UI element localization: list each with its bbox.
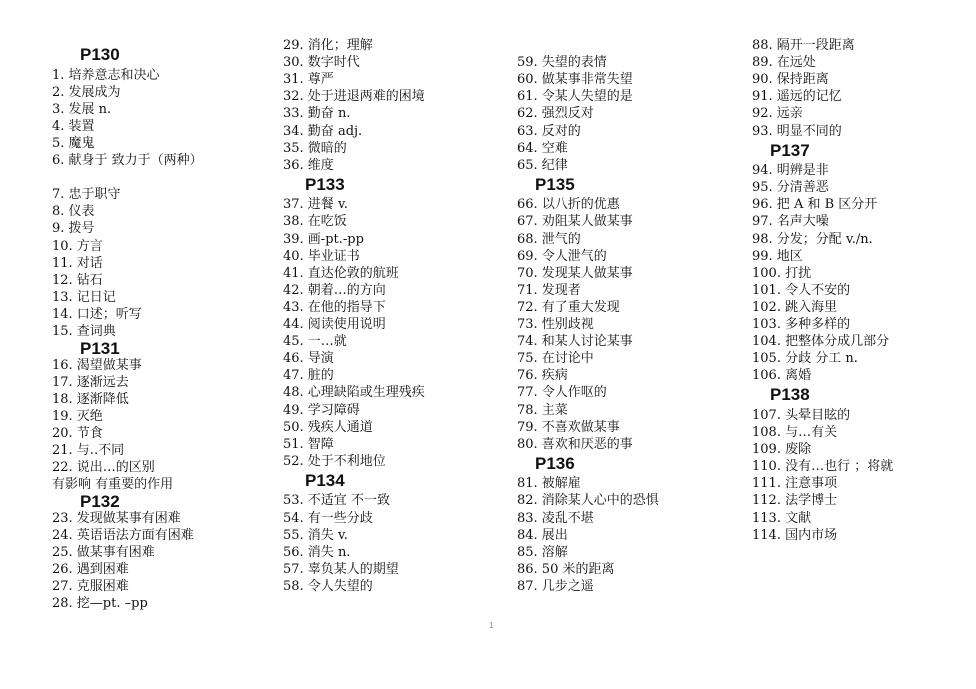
vocab-item: 4. 装置 bbox=[52, 118, 95, 134]
section-heading: P137 bbox=[770, 140, 810, 160]
vocab-item: 19. 灭绝 bbox=[52, 408, 103, 424]
vocab-item: 62. 强烈反对 bbox=[517, 106, 594, 122]
vocab-item: 16. 渴望做某事 bbox=[52, 357, 142, 373]
vocab-item: 36. 维度 bbox=[283, 157, 334, 173]
vocab-item: 24. 英语语法方面有困难 bbox=[52, 528, 194, 543]
vocab-item: 29. 消化；理解 bbox=[283, 38, 373, 53]
vocab-item: 63. 反对的 bbox=[517, 123, 581, 139]
vocab-item: 90. 保持距离 bbox=[752, 72, 829, 88]
vocab-item: 71. 发现者 bbox=[517, 282, 581, 298]
vocab-item: 69. 令人泄气的 bbox=[517, 248, 607, 264]
vocab-item: 43. 在他的指导下 bbox=[283, 299, 386, 315]
vocab-item: 86. 50 米的距离 bbox=[517, 561, 615, 577]
vocab-item: 7. 忠于职守 bbox=[52, 187, 121, 203]
vocab-item: 89. 在远处 bbox=[752, 55, 816, 71]
vocab-item: 12. 钻石 bbox=[52, 272, 103, 288]
vocab-item: 72. 有了重大发现 bbox=[517, 299, 620, 315]
page-number: 1 bbox=[489, 621, 494, 630]
vocab-item: 93. 明显不同的 bbox=[752, 123, 842, 139]
vocab-item: 2. 发展成为 bbox=[52, 84, 121, 100]
vocab-item: 20. 节食 bbox=[52, 426, 103, 441]
vocab-item: 103. 多种多样的 bbox=[752, 317, 851, 332]
section-heading: P131 bbox=[80, 339, 120, 359]
vocab-item: 79. 不喜欢做某事 bbox=[517, 419, 620, 435]
vocab-item: 112. 法学博士 bbox=[752, 493, 838, 509]
vocab-item: 81. 被解雇 bbox=[517, 476, 581, 492]
section-heading: P135 bbox=[535, 174, 575, 194]
vocab-item: 75. 在讨论中 bbox=[517, 351, 594, 367]
vocab-item: 14. 口述；听写 bbox=[52, 306, 142, 322]
vocab-item: 107. 头晕目眩的 bbox=[752, 407, 851, 423]
vocab-item: 56. 消失 n. bbox=[283, 544, 351, 560]
vocab-item: 28. 挖—pt. –pp bbox=[52, 596, 148, 612]
vocab-item: 60. 做某事非常失望 bbox=[517, 72, 633, 88]
vocab-item: 53. 不适宜 不一致 bbox=[283, 493, 390, 509]
vocab-item: 102. 跳入海里 bbox=[752, 299, 838, 315]
vocab-item: 30. 数字时代 bbox=[283, 55, 360, 71]
vocab-item: 31. 尊严 bbox=[283, 72, 334, 88]
section-heading: P138 bbox=[770, 385, 810, 405]
vocab-item: 47. 脏的 bbox=[283, 368, 334, 384]
vocab-item: 108. 与…有关 bbox=[752, 425, 838, 440]
vocab-item: 58. 令人失望的 bbox=[283, 578, 373, 594]
vocab-item: 3. 发展 n. bbox=[52, 101, 112, 117]
vocab-item: 50. 残疾人通道 bbox=[283, 419, 373, 435]
vocab-item: 76. 疾病 bbox=[517, 368, 568, 384]
vocab-item: 27. 克服困难 bbox=[52, 579, 129, 595]
vocab-item: 48. 心理缺陷或生理残疾 bbox=[283, 385, 425, 401]
vocab-item: 有影响 有重要的作用 bbox=[52, 477, 174, 493]
section-heading: P132 bbox=[80, 492, 120, 512]
vocab-item: 13. 记日记 bbox=[52, 289, 116, 305]
vocab-item: 37. 进餐 v. bbox=[283, 197, 348, 213]
section-heading: P133 bbox=[305, 174, 345, 194]
vocab-item: 85. 溶解 bbox=[517, 544, 568, 560]
vocab-item: 46. 导演 bbox=[283, 351, 334, 367]
vocab-item: 44. 阅读使用说明 bbox=[283, 317, 386, 332]
vocab-item: 32. 处于进退两难的困境 bbox=[283, 89, 425, 105]
vocab-item: 54. 有一些分歧 bbox=[283, 510, 373, 526]
vocab-item: 110. 没有…也行 ；将就 bbox=[752, 459, 894, 475]
vocab-item: 42. 朝着…的方向 bbox=[283, 282, 386, 298]
vocab-item: 23. 发现做某事有困难 bbox=[52, 510, 181, 526]
vocab-item: 45. 一…就 bbox=[283, 334, 347, 350]
vocab-item: 70. 发现某人做某事 bbox=[517, 265, 633, 281]
vocab-item: 41. 直达伦敦的航班 bbox=[283, 265, 399, 281]
vocab-item: 105. 分歧 分工 n. bbox=[752, 351, 858, 367]
vocab-item: 101. 令人不安的 bbox=[752, 282, 851, 298]
vocab-item: 21. 与..不同 bbox=[52, 443, 125, 459]
vocab-item: 9. 拨号 bbox=[52, 221, 95, 237]
vocab-item: 100. 打扰 bbox=[752, 265, 812, 281]
vocab-item: 87. 几步之遥 bbox=[517, 578, 594, 594]
section-heading: P134 bbox=[305, 470, 345, 490]
vocab-item: 26. 遇到困难 bbox=[52, 562, 129, 578]
vocab-item: 34. 勤奋 adj. bbox=[283, 123, 363, 139]
vocab-item: 67. 劝阻某人做某事 bbox=[517, 214, 633, 230]
vocab-item: 59. 失望的表情 bbox=[517, 55, 607, 71]
vocab-item: 84. 展出 bbox=[517, 527, 568, 543]
vocab-item: 11. 对话 bbox=[52, 255, 103, 271]
vocab-item: 39. 画-pt.-pp bbox=[283, 231, 364, 247]
vocab-item: 94. 明辨是非 bbox=[752, 163, 829, 179]
vocab-item: 22. 说出…的区别 bbox=[52, 460, 155, 476]
vocab-item: 96. 把 A 和 B 区分开 bbox=[752, 197, 878, 213]
vocab-item: 40. 毕业证书 bbox=[283, 248, 360, 264]
vocab-item: 6. 献身于 致力于（两种） bbox=[52, 153, 203, 168]
vocab-item: 73. 性别歧视 bbox=[517, 317, 594, 332]
vocab-item: 82. 消除某人心中的恐惧 bbox=[517, 493, 659, 509]
vocab-item: 18. 逐渐降低 bbox=[52, 391, 129, 407]
vocab-item: 65. 纪律 bbox=[517, 157, 568, 173]
section-heading: P136 bbox=[535, 453, 575, 473]
vocab-item: 91. 遥远的记忆 bbox=[752, 89, 842, 105]
section-heading: P130 bbox=[80, 45, 120, 64]
vocab-item: 77. 令人作呕的 bbox=[517, 385, 607, 401]
vocab-item: 49. 学习障碍 bbox=[283, 402, 360, 418]
vocab-item: 17. 逐渐远去 bbox=[52, 374, 129, 390]
vocab-item: 10. 方言 bbox=[52, 238, 103, 254]
vocab-item: 61. 令某人失望的是 bbox=[517, 89, 633, 105]
vocab-item: 68. 泄气的 bbox=[517, 231, 581, 247]
vocab-item: 57. 辜负某人的期望 bbox=[283, 561, 399, 577]
vocab-item: 111. 注意事项 bbox=[752, 476, 838, 492]
vocab-item: 88. 隔开一段距离 bbox=[752, 38, 855, 53]
vocab-item: 80. 喜欢和厌恶的事 bbox=[517, 436, 633, 452]
vocab-item: 33. 勤奋 n. bbox=[283, 106, 351, 122]
vocab-item: 92. 远亲 bbox=[752, 106, 803, 122]
vocab-item: 5. 魔鬼 bbox=[52, 135, 95, 151]
vocab-item: 83. 凌乱不堪 bbox=[517, 510, 594, 526]
vocab-item: 55. 消失 v. bbox=[283, 527, 348, 543]
vocab-item: 66. 以八折的优惠 bbox=[517, 197, 620, 213]
vocab-item: 78. 主菜 bbox=[517, 402, 568, 418]
vocab-item: 97. 名声大噪 bbox=[752, 214, 829, 230]
vocab-item: 52. 处于不利地位 bbox=[283, 453, 386, 469]
vocab-item: 35. 微暗的 bbox=[283, 140, 347, 156]
vocab-item: 114. 国内市场 bbox=[752, 527, 838, 543]
vocab-item: 74. 和某人讨论某事 bbox=[517, 334, 633, 350]
vocab-item: 98. 分发；分配 v./n. bbox=[752, 231, 873, 247]
vocab-item: 51. 智障 bbox=[283, 436, 334, 452]
vocab-item: 109. 废除 bbox=[752, 442, 812, 458]
vocab-item: 113. 文献 bbox=[752, 510, 812, 526]
vocab-item: 99. 地区 bbox=[752, 248, 803, 264]
vocab-item: 104. 把整体分成几部分 bbox=[752, 334, 890, 350]
vocab-item: 1. 培养意志和决心 bbox=[52, 67, 160, 83]
vocab-item: 64. 空难 bbox=[517, 140, 568, 156]
vocab-item: 106. 离婚 bbox=[752, 368, 812, 384]
vocab-item: 15. 查词典 bbox=[52, 324, 116, 339]
vocab-item: 25. 做某事有困难 bbox=[52, 545, 155, 561]
vocab-item: 38. 在吃饭 bbox=[283, 214, 347, 230]
vocab-item: 95. 分清善恶 bbox=[752, 180, 829, 196]
vocab-item: 8. 仪表 bbox=[52, 204, 95, 220]
